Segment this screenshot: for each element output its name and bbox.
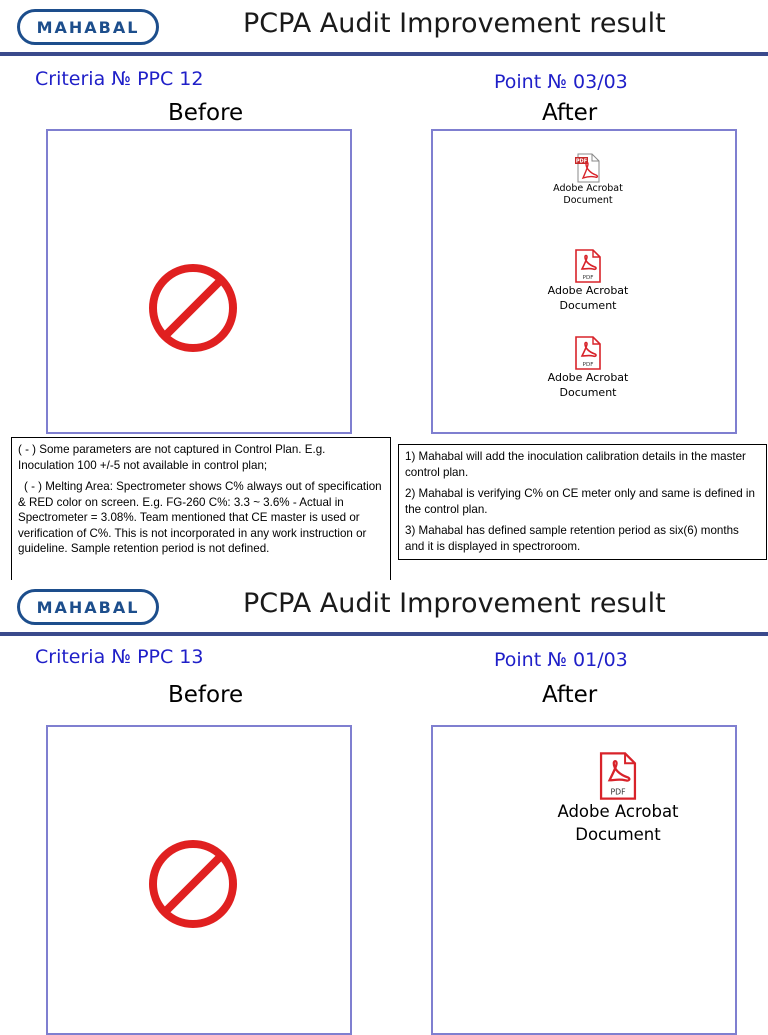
svg-text:PDF: PDF xyxy=(582,275,594,281)
attachment-name-line1: Adobe Acrobat xyxy=(547,284,629,297)
svg-text:PDF: PDF xyxy=(575,158,588,165)
pdf-attachment-2[interactable] xyxy=(528,249,648,313)
before-findings-text xyxy=(11,437,391,580)
slide-title: PCPA Audit Improvement result xyxy=(243,588,666,619)
finding-paragraph: ( - ) Some parameters are not captured in Control Plan. E.g. Inoculation 100 +/-5 not available in control plan; xyxy=(18,443,326,472)
title-divider xyxy=(0,52,768,56)
action-paragraph: 2) Mahabal is verifying C% on CE meter only and same is defined in the control plan. xyxy=(405,487,755,516)
title-divider xyxy=(0,632,768,636)
prohibited-icon xyxy=(146,261,240,355)
attachment-name-line2: Document xyxy=(563,195,613,206)
point-label: Point № 01/03 xyxy=(494,649,628,671)
pdf-icon xyxy=(574,249,602,283)
svg-text:PDF: PDF xyxy=(582,362,594,368)
attachment-name-line2: Document xyxy=(575,825,661,844)
pdf-attachment-1[interactable] xyxy=(528,153,648,207)
action-paragraph: 1) Mahabal will add the inoculation calibration details in the master control plan. xyxy=(405,450,746,479)
pdf-icon xyxy=(574,153,602,183)
prohibited-icon xyxy=(146,837,240,931)
svg-text:PDF: PDF xyxy=(610,787,626,797)
pdf-icon xyxy=(598,752,638,800)
logo-text: MAHABAL xyxy=(36,17,140,37)
attachment-name-line1: Adobe Acrobat xyxy=(557,802,679,821)
pdf-attachment-1[interactable] xyxy=(533,752,703,846)
pdf-attachment-3[interactable] xyxy=(528,336,648,400)
after-actions-text xyxy=(398,444,767,560)
slide-ppc-13 xyxy=(0,580,768,1024)
attachment-name-line2: Document xyxy=(559,386,617,399)
after-panel xyxy=(431,129,737,434)
attachment-name-line2: Document xyxy=(559,299,617,312)
before-heading: Before xyxy=(168,682,244,708)
before-heading: Before xyxy=(168,100,244,126)
point-label: Point № 03/03 xyxy=(494,71,628,93)
finding-paragraph: ( - ) Melting Area: Spectrometer shows C% always out of specification & RED color on screen. E.g. FG-260 C%: 3.3 ~ 3.6% - Actual in Spectrometer = 3.08%. Team mentioned that CE master is used or verification of C%. This is not incorporated in any work instruction or guideline. Sample retention period is not defined. xyxy=(18,480,382,555)
mahabal-logo xyxy=(17,589,159,625)
after-panel xyxy=(431,725,737,1035)
pdf-icon xyxy=(574,336,602,370)
after-heading: After xyxy=(542,682,598,708)
criteria-label: Criteria № PPC 13 xyxy=(35,646,204,668)
attachment-name-line1: Adobe Acrobat xyxy=(553,183,623,194)
mahabal-logo xyxy=(17,9,159,45)
after-heading: After xyxy=(542,100,598,126)
before-panel xyxy=(46,725,352,1035)
slide-title: PCPA Audit Improvement result xyxy=(243,8,666,39)
attachment-name-line1: Adobe Acrobat xyxy=(547,371,629,384)
criteria-label: Criteria № PPC 12 xyxy=(35,68,204,90)
before-panel xyxy=(46,129,352,434)
action-paragraph: 3) Mahabal has defined sample retention period as six(6) months and it is displayed in spectroroom. xyxy=(405,524,739,553)
logo-text: MAHABAL xyxy=(36,597,140,617)
